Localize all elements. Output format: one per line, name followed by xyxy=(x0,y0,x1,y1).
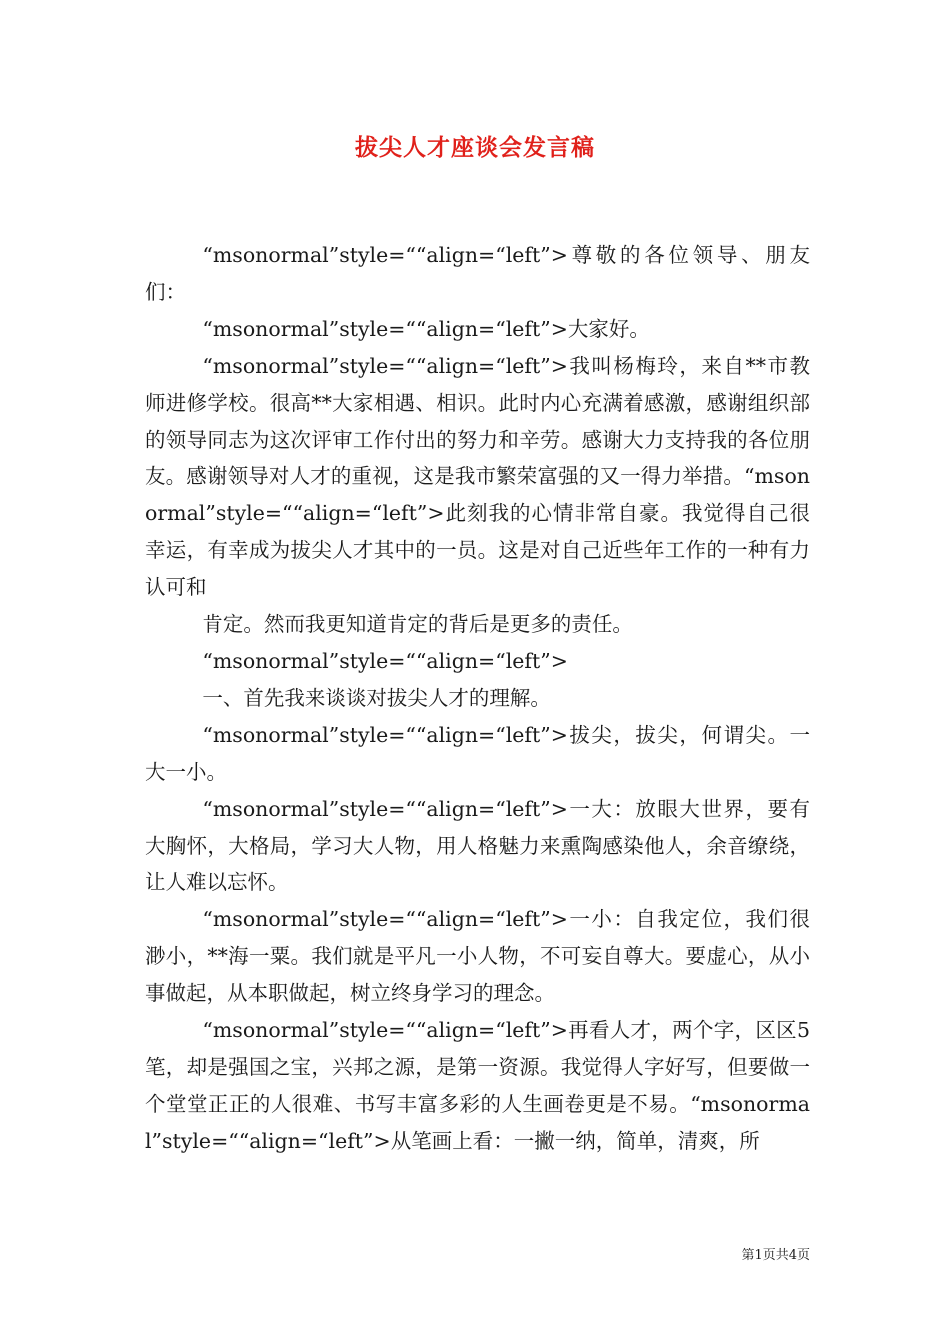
paragraph-one-small: “msonormal”style=““align=“left”>一小：自我定位，我们很渺小，**海一粟。我们就是平凡一小人物，不可妄自尊大。要虚心，从小事做起，从本职做起，树立终身学习的理念。 xyxy=(145,907,810,1006)
paragraph-what-is-jian: “msonormal”style=““align=“left”>拔尖，拔尖，何谓尖。一大一小。 xyxy=(145,722,810,784)
paragraph-markup-fragment: “msonormal”style=““align=“left”> xyxy=(202,648,568,673)
paragraph-section-heading-one: 一、首先我来谈谈对拔尖人才的理解。 xyxy=(202,685,551,710)
paragraph-affirmation: 肯定。然而我更知道肯定的背后是更多的责任。 xyxy=(202,612,633,637)
paragraph-one-big: “msonormal”style=““align=“left”>一大：放眼大世界，要有大胸怀，大格局，学习大人物，用人格魅力来熏陶感染他人，余音缭绕，让人难以忘怀。 xyxy=(145,796,810,895)
paragraph-talent: “msonormal”style=““align=“left”>再看人才，两个字，区区5笔，却是强国之宝，兴邦之源，是第一资源。我觉得人字好写，但要做一个堂堂正正的人很难、书写丰富多彩的人生画卷更是不易。“msonormal”style=““align=“left”>从笔画上看：一撇一纳，简单，清爽，所 xyxy=(145,1018,810,1153)
paragraph-hello: “msonormal”style=““align=“left”>大家好。 xyxy=(202,316,650,341)
paragraph-greeting: “msonormal”style=““align=“left”>尊敬的各位领导、朋友们： xyxy=(145,243,810,304)
page-number-footer: 第1页共4页 xyxy=(741,1248,810,1263)
document-title: 拔尖人才座谈会发言稿 xyxy=(355,134,595,161)
document-body xyxy=(145,237,810,1160)
paragraph-introduction: “msonormal”style=““align=“left”>我叫杨梅玲，来自**市教师进修学校。很高**大家相遇、相识。此时内心充满着感激，感谢组织部的领导同志为这次评审工作付出的努力和辛劳。感谢大力支持我的各位朋友。感谢领导对人才的重视，这是我市繁荣富强的又一得力举措。“msonormal”style=““align=“left”>此刻我的心情非常自豪。我觉得自己很幸运，有幸成为拔尖人才其中的一员。这是对自己近些年工作的一种有力认可和 xyxy=(145,353,810,600)
